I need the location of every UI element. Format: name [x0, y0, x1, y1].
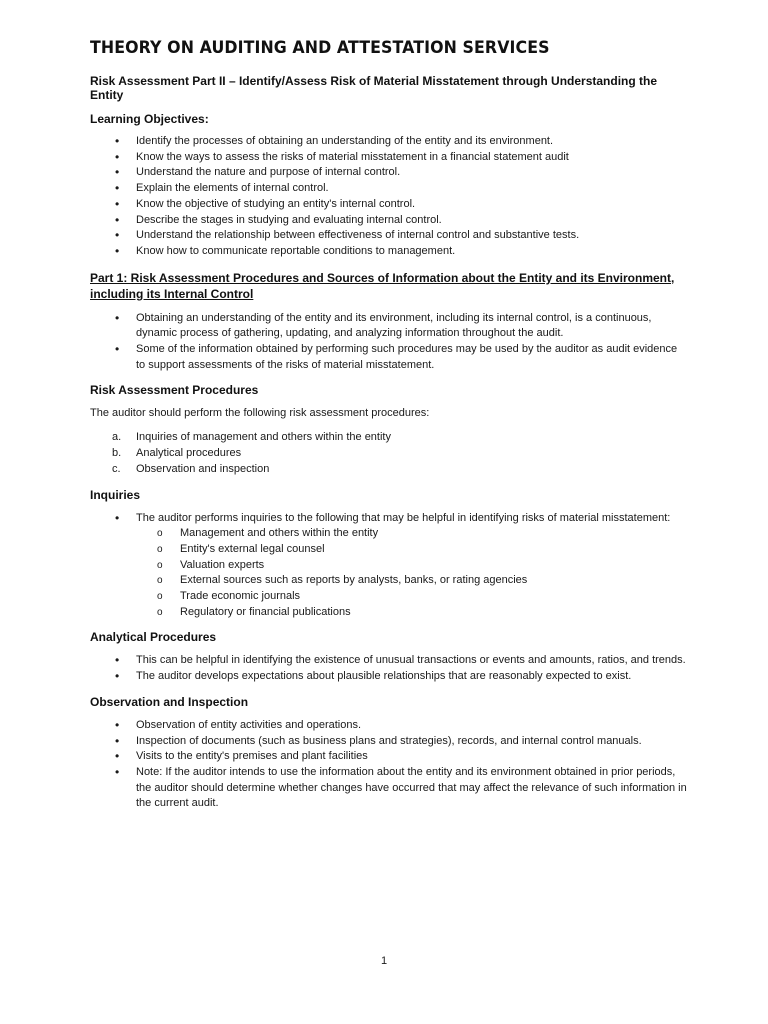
risk-procedures-intro: The auditor should perform the following risk assessment procedures:: [90, 407, 430, 420]
analytical-heading: Analytical Procedures: [90, 630, 217, 645]
list-item: • Note: If the auditor intends to use the information about the entity and its environment obtained in prior periods, the auditor should determine whether changes have occurred that may affect the relevance of such information in the current audit.: [90, 765, 688, 812]
inquiries-sublist: [136, 526, 688, 620]
list-item: • Visits to the entity's premises and plant facilities: [90, 749, 688, 765]
page-number: 1: [380, 955, 388, 967]
list-item: • This can be helpful in identifying the existence of unusual transactions or events and amounts, ratios, and trends.: [90, 653, 688, 669]
observation-heading: Observation and Inspection: [90, 694, 249, 709]
list-item: • Describe the stages in studying and evaluating internal control.: [90, 213, 688, 229]
risk-procedures-heading: Risk Assessment Procedures: [90, 383, 259, 398]
list-item: • Know the objective of studying an entity's internal control.: [90, 197, 688, 213]
learning-objectives-heading: Learning Objectives:: [90, 112, 209, 126]
list-item: [90, 446, 688, 462]
learning-objectives-list: [90, 134, 688, 260]
list-item: • Obtaining an understanding of the entity and its environment, including its internal control, is a continuous, dynamic process of gathering, updating, and analyzing information throughout the audit.: [90, 311, 688, 342]
list-item: • Know the ways to assess the risks of material misstatement in a financial statement audit: [90, 150, 688, 166]
sub-list-item: o Entity's external legal counsel: [90, 542, 688, 558]
document-title: THEORY ON AUDITING AND ATTESTATION SERVICES: [90, 38, 550, 58]
list-marker: a.: [112, 431, 122, 444]
list-item: • Inspection of documents (such as business plans and strategies), records, and internal control manuals.: [90, 734, 688, 750]
sub-list-item: o Valuation experts: [90, 558, 688, 574]
part1-list: [90, 311, 688, 374]
inquiries-list: [90, 511, 688, 621]
risk-procedures-list: [90, 430, 688, 477]
list-item-text: Observation and inspection: [136, 462, 270, 475]
list-item: • The auditor develops expectations about plausible relationships that are reasonably expected to exist.: [90, 669, 688, 685]
list-item-text: Inquiries of management and others within the entity: [136, 431, 391, 444]
list-item: • Understand the relationship between effectiveness of internal control and substantive tests.: [90, 228, 688, 244]
observation-list: [90, 718, 688, 812]
part1-heading: Part 1: Risk Assessment Procedures and Sources of Information about the Entity and its Environment, including its Internal Control: [90, 270, 675, 301]
list-item: • Understand the nature and purpose of internal control.: [90, 165, 688, 181]
list-item: • Some of the information obtained by performing such procedures may be used by the auditor as audit evidence to support assessments of the risks of material misstatement.: [90, 342, 688, 373]
sub-list-item: o Management and others within the entity: [90, 526, 688, 542]
list-item: • Explain the elements of internal control.: [90, 181, 688, 197]
document-subtitle: Risk Assessment Part II – Identify/Assess Risk of Material Misstatement through Understanding the Entity: [90, 74, 658, 102]
list-item: [90, 430, 688, 446]
list-item: • Observation of entity activities and operations.: [90, 718, 688, 734]
list-item: [90, 462, 688, 478]
inquiries-heading: Inquiries: [90, 487, 141, 502]
list-item-text: The auditor performs inquiries to the following that may be helpful in identifying risks of material misstatement:: [136, 511, 671, 524]
list-item-text: Analytical procedures: [136, 447, 242, 460]
sub-list-item: o Trade economic journals: [90, 589, 688, 605]
analytical-list: [90, 653, 688, 684]
sub-list-item: o Regulatory or financial publications: [90, 605, 688, 621]
list-marker: c.: [112, 462, 121, 475]
list-item: • Know how to communicate reportable conditions to management.: [90, 244, 688, 260]
list-item: • Identify the processes of obtaining an understanding of the entity and its environment.: [90, 134, 688, 150]
list-item: [90, 511, 688, 621]
sub-list-item: o External sources such as reports by analysts, banks, or rating agencies: [90, 573, 688, 589]
list-marker: b.: [112, 447, 122, 460]
